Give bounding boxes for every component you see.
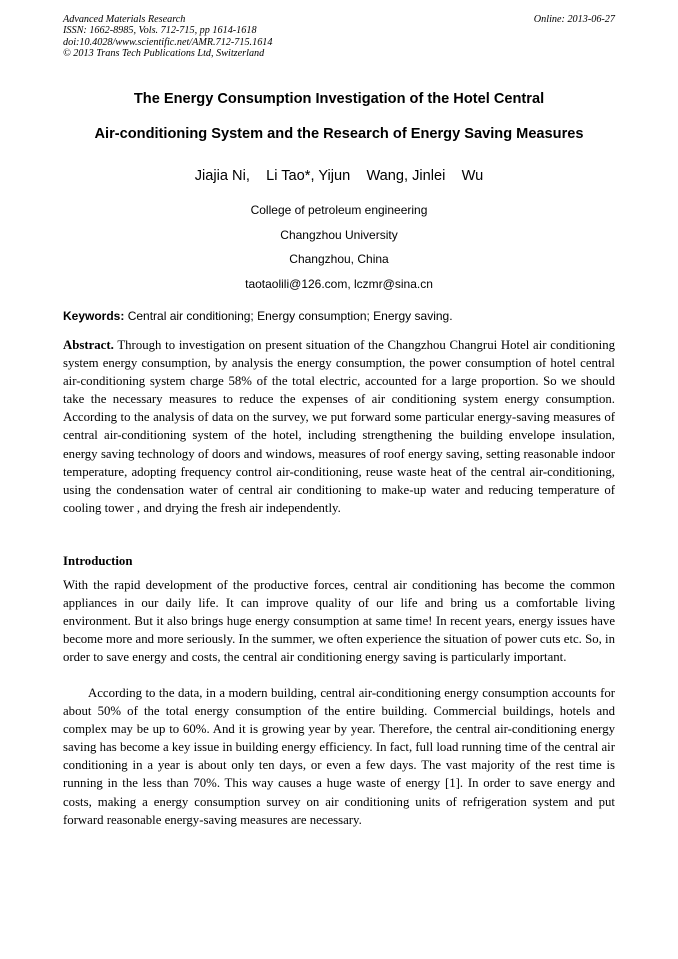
keywords-text: Central air conditioning; Energy consumption; Energy saving.	[124, 309, 453, 323]
affiliation-university: Changzhou University	[280, 228, 398, 242]
paper-title-line-1: The Energy Consumption Investigation of the Hotel Central	[133, 91, 545, 107]
introduction-paragraph-1: With the rapid development of the productive forces, central air conditioning has become the common appliances in our daily life. It can improve quality of our life and bring us a comfortable living environment. But it also brings huge energy consumption at same time! In recent years, energy issues have become more and more seriously. In the summer, we often experience the situation of power cuts etc. So, in order to save energy and costs, the central air conditioning energy saving is particularly important.	[63, 578, 615, 665]
keywords	[63, 309, 615, 323]
journal-header	[63, 14, 615, 60]
introduction-paragraph-2: According to the data, in a modern building, central air-conditioning energy consumption accounts for about 50% of the total energy consumption of the entire building. Commercial buildings, hotels and complex may be up to 60%. And it is growing year by year. Therefore, the central air-conditioning energy saving has become a key issue in building energy efficiency. In fact, full load running time of the central air conditioning in a year is about only ten days, or even a few days. The vast majority of the rest time is running in the less than 70%. This way causes a huge waste of energy [1]. In order to save energy and costs, making a energy consumption survey on air conditioning units of refrigeration system and put forward reasonable energy-saving measures are necessary.	[63, 686, 615, 827]
abstract-text: Through to investigation on present situation of the Changzhou Changrui Hotel air conditioning system energy consumption, by analysis the energy consumption, the power consumption of hotel central air-conditioning system charge 58% of the total electric, accounted for a large proportion. So we should take the necessary measures to reduce the expenses of air conditioning system energy consumption. According to the analysis of data on the survey, we put forward some particular energy-saving measures of central air-conditioning system of the hotel, including strengthening the building envelope insulation, energy saving technology of doors and windows, measures of roof energy saving, setting reasonable indoor temperature, adopting frequency control air-conditioning, reuse waste heat of the central air-conditioning, using the condensation water of central air conditioning to make-up water and reducing temperature of cooling tower , and drying the fresh air independently.	[63, 338, 615, 515]
doi-line: doi:10.4028/www.scientific.net/AMR.712-715.1614	[63, 36, 273, 48]
abstract	[63, 336, 615, 517]
issn-line: ISSN: 1662-8985, Vols. 712-715, pp 1614-1618	[63, 25, 257, 37]
affiliation-college: College of petroleum engineering	[250, 203, 428, 217]
online-date: Online: 2013-06-27	[533, 14, 615, 25]
paper-title-line-2: Air-conditioning System and the Research of Energy Saving Measures	[94, 126, 584, 142]
abstract-label: Abstract.	[63, 338, 114, 352]
keywords-label: Keywords:	[63, 309, 125, 323]
author-emails: taotaolili@126.com, lczmr@sina.cn	[245, 277, 433, 291]
affiliation-location: Changzhou, China	[289, 252, 389, 266]
author-list: Jiajia Ni, Li Tao*, Yijun Wang, Jinlei Wu	[194, 168, 484, 184]
copyright-line: © 2013 Trans Tech Publications Ltd, Switzerland	[63, 48, 265, 60]
journal-name: Advanced Materials Research	[63, 14, 186, 25]
section-heading-introduction: Introduction	[63, 554, 133, 568]
